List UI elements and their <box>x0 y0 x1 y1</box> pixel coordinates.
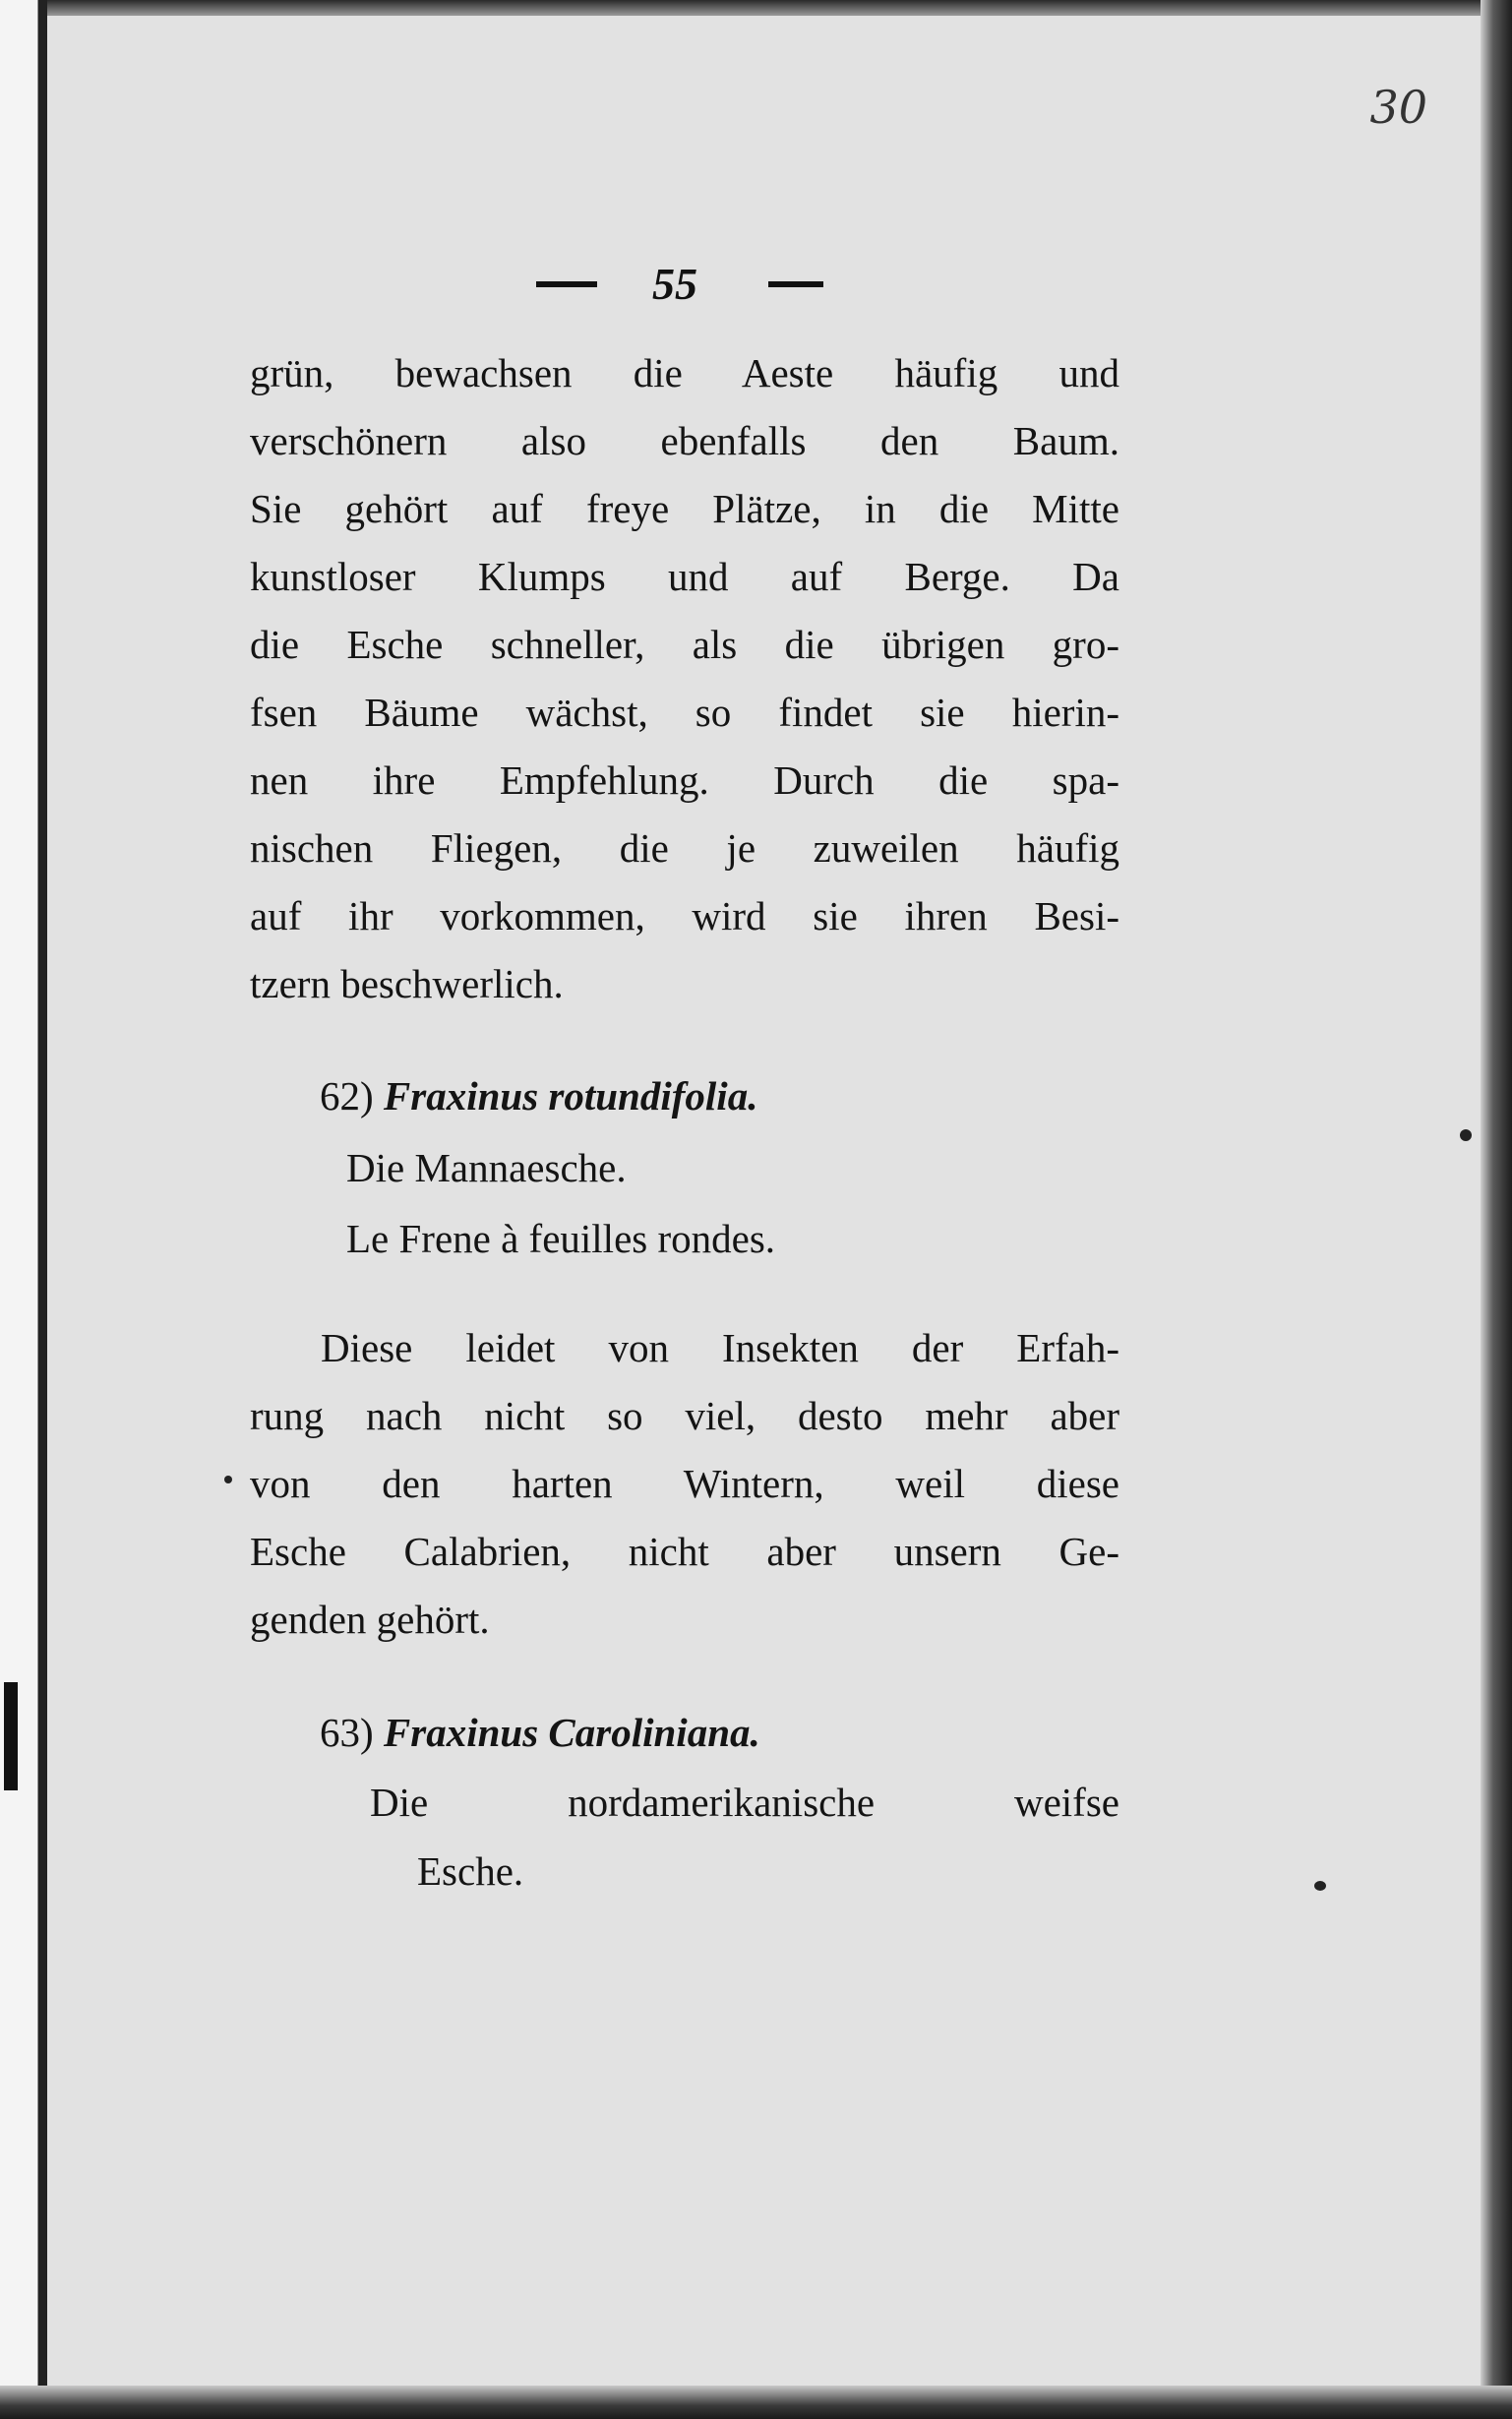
text-line: von den harten Wintern, weil diese <box>250 1461 1119 1506</box>
entry-63-german-name-line-2: Esche. <box>417 1848 524 1894</box>
ink-speck <box>1460 1129 1472 1141</box>
entry-63-german-name-line-1: Die nordamerikanische weifse <box>370 1780 1119 1825</box>
bottom-page-edge <box>0 2386 1512 2419</box>
text-line: tzern beschwerlich. <box>250 961 564 1006</box>
page-number: 55 <box>652 259 697 309</box>
top-page-edge <box>0 0 1512 16</box>
entry-62-french-name: Le Frene à feuilles rondes. <box>346 1216 776 1261</box>
text-line: verschönern also ebenfalls den Baum. <box>250 418 1119 463</box>
entry-62-number: 62) <box>320 1073 374 1119</box>
entry-63-number: 63) <box>320 1710 374 1755</box>
text-line: genden gehört. <box>250 1597 490 1642</box>
text-line: Esche Calabrien, nicht aber unsern Ge- <box>250 1529 1119 1574</box>
ink-speck <box>224 1476 232 1483</box>
text-line: Diese leidet von Insekten der Erfah- <box>321 1325 1119 1370</box>
header-dash-right <box>768 281 823 287</box>
handwritten-folio-number: 30 <box>1369 81 1427 134</box>
right-page-edge <box>1481 0 1512 2419</box>
text-line: die Esche schneller, als die übrigen gro- <box>250 622 1119 667</box>
text-line: fsen Bäume wächst, so findet sie hierin- <box>250 690 1119 735</box>
text-line: nischen Fliegen, die je zuweilen häufig <box>250 825 1119 871</box>
entry-63-latin-name: Fraxinus Caroliniana. <box>383 1710 760 1755</box>
paragraph-ash-description <box>250 339 1119 1018</box>
text-line: auf ihr vorkommen, wird sie ihren Besi- <box>250 893 1119 938</box>
running-header <box>536 258 831 317</box>
text-line: kunstloser Klumps und auf Berge. Da <box>250 554 1119 599</box>
ink-speck <box>1314 1881 1326 1891</box>
text-line: Sie gehört auf freye Plätze, in die Mitte <box>250 486 1119 531</box>
text-line: rung nach nicht so viel, desto mehr aber <box>250 1393 1119 1438</box>
paragraph-mannaesche-description <box>250 1314 1119 1654</box>
text-line: grün, bewachsen die Aeste häufig und <box>250 350 1119 395</box>
text-line: nen ihre Empfehlung. Durch die spa- <box>250 757 1119 803</box>
left-page-margin <box>0 0 47 2419</box>
entry-63-heading <box>320 1709 760 1756</box>
entry-62-heading <box>320 1072 757 1119</box>
entry-62-latin-name: Fraxinus rotundifolia. <box>383 1073 758 1119</box>
entry-62-german-name: Die Mannaesche. <box>346 1145 627 1190</box>
binding-mark <box>4 1682 18 1790</box>
header-dash-left <box>536 281 597 287</box>
